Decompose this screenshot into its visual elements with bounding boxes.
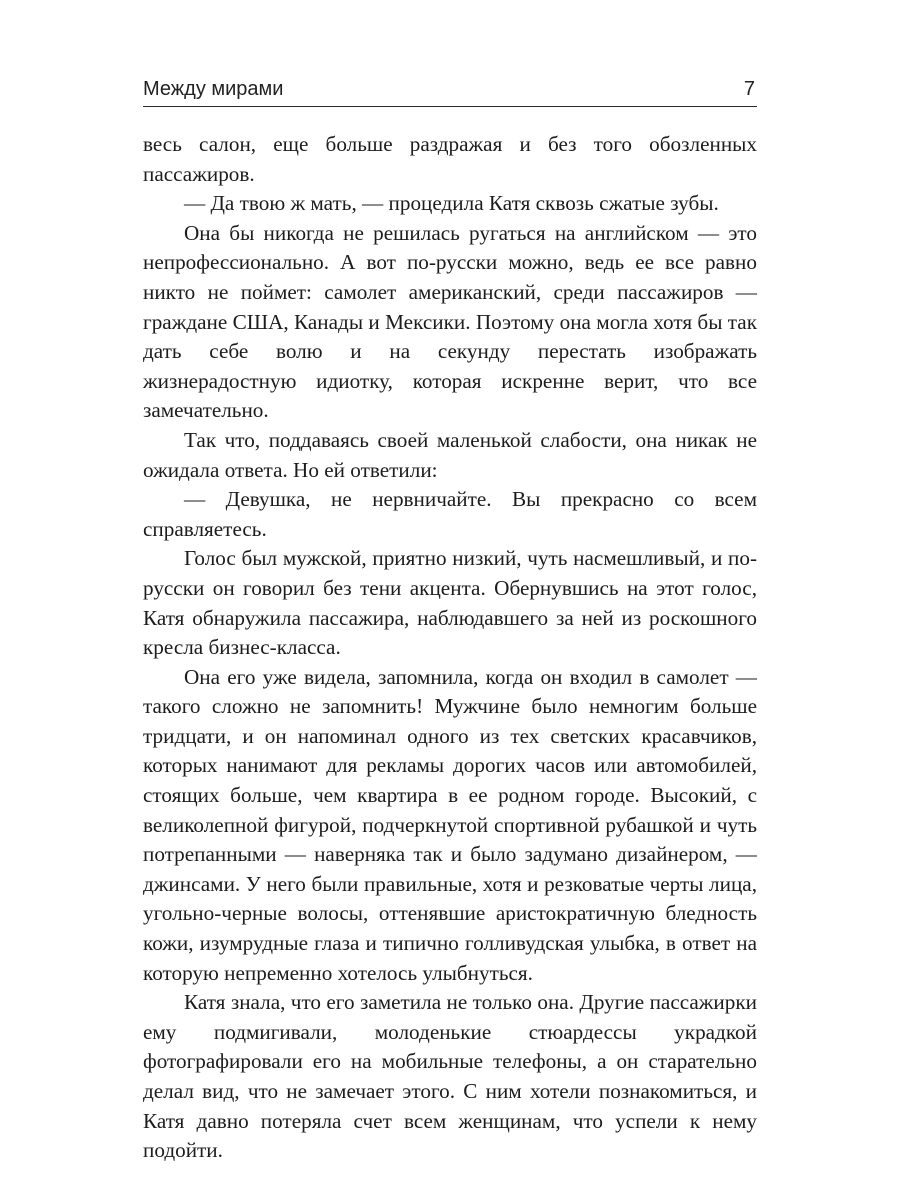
paragraph: Так что, поддаваясь своей маленькой слабости, она никак не ожидала ответа. Но ей ответили: [143,427,757,482]
paragraph: — Да твою ж мать, — процедила Катя сквозь сжатые зубы. [184,191,719,216]
body-text [143,130,757,1166]
paragraph: Голос был мужской, приятно низкий, чуть насмешливый, и по-русски он говорил без тени акцента. Обернувшись на этот голос, Катя обнаружила пассажира, наблюдавшего за ней из роскошного кресла бизнес-класса. [143,546,757,660]
paragraph: Она его уже видела, запомнила, когда он входил в самолет — такого сложно не запомнить! Мужчине было немногим больше тридцати, и он напоминал одного из тех светских красавчиков, которых нанимают для рекламы дорогих часов или автомобилей, стоящих больше, чем квартира в ее родном городе. Высокий, с великолепной фигурой, подчеркнутой спортивной рубашкой и чуть потрепанными — наверняка так и было задумано дизайнером, — джинсами. У него были правильные, хотя и резковатые черты лица, угольно-черные волосы, оттенявшие аристократичную бледность кожи, изумрудные глаза и типично голливудская улыбка, в ответ на которую непременно хотелось улыбнуться. [143,664,757,985]
paragraph: Она бы никогда не решилась ругаться на английском — это непрофессионально. А вот по-русски можно, ведь ее все равно никто не поймет: самолет американский, среди пассажиров — граждане США, Канады и Мексики. Поэтому она могла хотя бы так дать себе волю и на секунду перестать изображать жизнерадостную идиотку, которая искренне верит, что все замечательно. [143,220,757,423]
paragraph-continued: весь салон, еще больше раздражая и без того обозленных пассажиров. [143,132,757,186]
page-number: 7 [743,78,755,100]
book-title: Между мирами [143,78,284,100]
running-head [143,76,757,107]
paragraph: Катя знала, что его заметила не только она. Другие пассажирки ему подмигивали, молоденькие стюардессы украдкой фотографировали его на мобильные телефоны, а он старательно делал вид, что не замечает этого. С ним хотели познакомиться, и Катя давно потеряла счет всем женщинам, что успели к нему подойти. [143,990,757,1163]
paragraph: — Девушка, не нервничайте. Вы прекрасно со всем справляетесь. [143,487,757,541]
